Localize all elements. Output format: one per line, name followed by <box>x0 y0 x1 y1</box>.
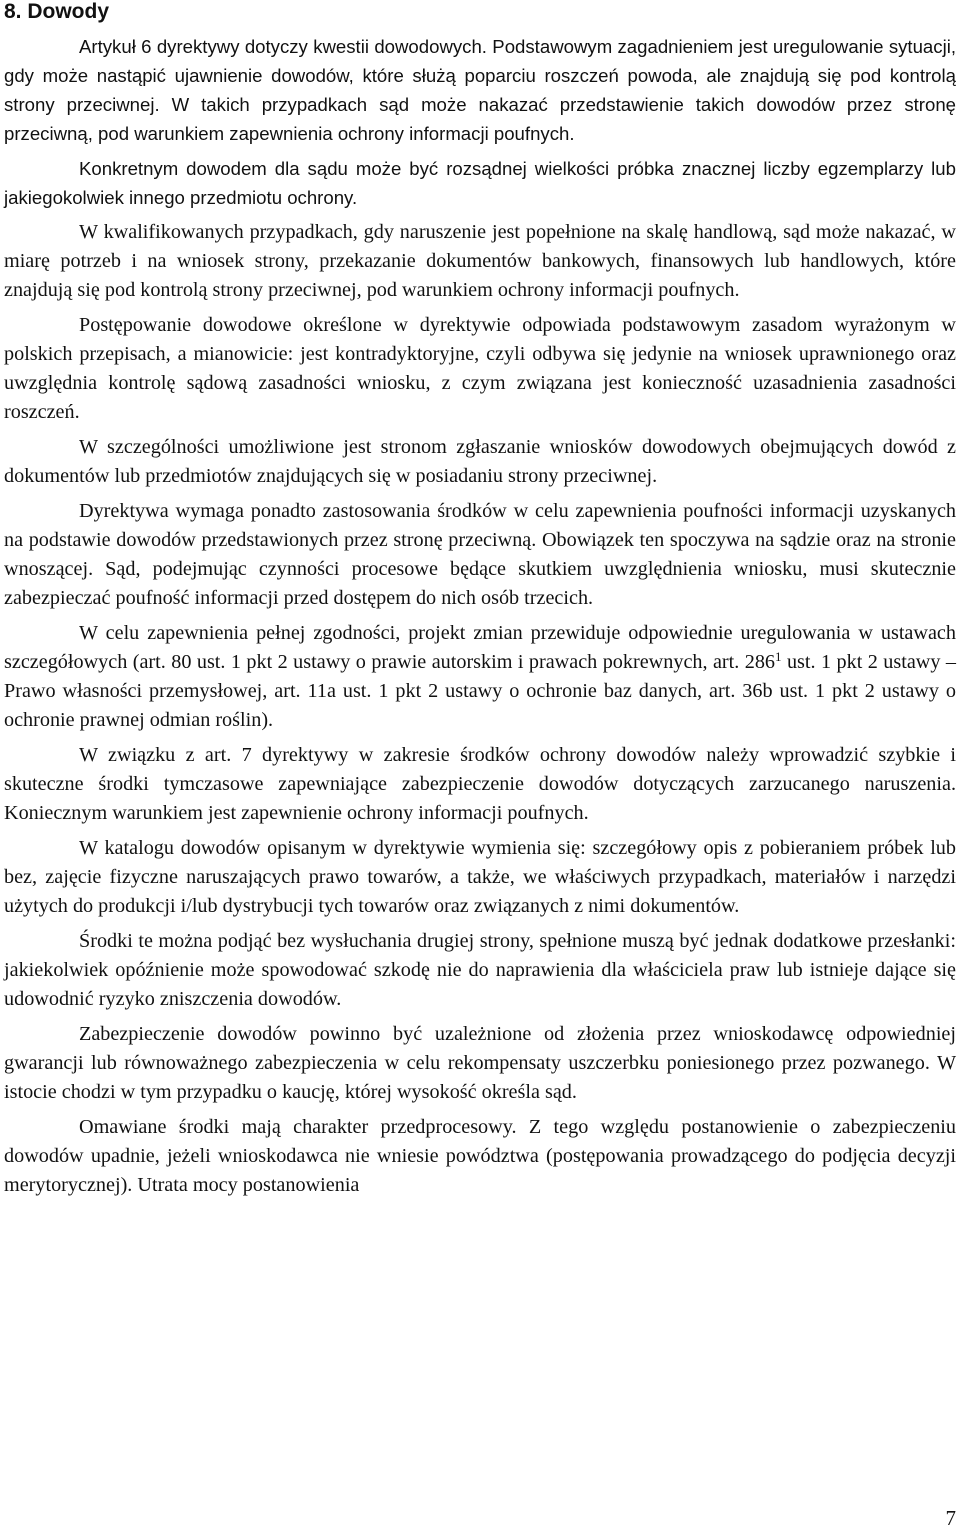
page-number: 7 <box>945 1506 956 1530</box>
paragraph-10: Środki te można podjąć bez wysłuchania drugiej strony, spełnione muszą być jednak dodatkowe przesłanki: jakiekolwiek opóźnienie może spowodować szkodę nie do naprawienia dla właściciela praw lub istnieje dające się udowodnić ryzyko zniszczenia dowodów. <box>4 930 956 1010</box>
paragraph-5: W szczególności umożliwione jest stronom zgłaszanie wniosków dowodowych obejmujących dowód z dokumentów lub przedmiotów znajdujących się w posiadaniu strony przeciwnej. <box>4 436 956 487</box>
paragraph-11: Zabezpieczenie dowodów powinno być uzależnione od złożenia przez wnioskodawcę odpowiedniej gwarancji lub równoważnego zabezpieczenia w celu rekompensaty uszczerbku poniesionego przez pozwanego. W istocie chodzi w tym przypadku o kaucję, której wysokość określa sąd. <box>4 1023 956 1103</box>
paragraph-7-part-1: W celu zapewnienia pełnej zgodności, projekt zmian przewiduje odpowiednie uregulowania w ustawach szczegółowych (art. 80 ust. 1 pkt 2 ustawy o prawie autorskim i prawach pokrewnych, art. 286 <box>4 622 956 673</box>
paragraph-9: W katalogu dowodów opisanym w dyrektywie wymienia się: szczegółowy opis z pobieraniem próbek lub bez, zajęcie fizyczne naruszających prawo towarów, a także, we właściwych przypadkach, materiałów i narzędzi użytych do produkcji i/lub dystrybucji tych towarów oraz związanych z nimi dokumentów. <box>4 837 956 917</box>
document-page <box>4 0 956 1206</box>
body-text <box>4 32 956 1200</box>
superscript: 1 <box>775 649 782 664</box>
paragraph-3: W kwalifikowanych przypadkach, gdy naruszenie jest popełnione na skalę handlową, sąd może nakazać, w miarę potrzeb i na wniosek strony, przekazanie dokumentów bankowych, finansowych lub handlowych, które znajdują się pod kontrolą strony przeciwnej, pod warunkiem ochrony informacji poufnych. <box>4 221 956 301</box>
paragraph-6: Dyrektywa wymaga ponadto zastosowania środków w celu zapewnienia poufności informacji uzyskanych na podstawie dowodów przedstawionych przez stronę przeciwną. Obowiązek ten spoczywa na sądzie oraz na stronie wnoszącej. Sąd, podejmując czynności procesowe będące skutkiem uwzględnienia wniosku, musi skutecznie zabezpieczać poufność informacji przed dostępem do nich osób trzecich. <box>4 500 956 609</box>
paragraph-12: Omawiane środki mają charakter przedprocesowy. Z tego względu postanowienie o zabezpieczeniu dowodów upadnie, jeżeli wnioskodawca nie wniesie powództwa (postępowania prowadzącego do podjęcia decyzji merytorycznej). Utrata mocy postanowienia <box>4 1116 956 1196</box>
paragraph-2: Konkretnym dowodem dla sądu może być rozsądnej wielkości próbka znacznej liczby egzemplarzy lub jakiegokolwiek innego przedmiotu ochrony. <box>4 158 956 208</box>
paragraph-4: Postępowanie dowodowe określone w dyrektywie odpowiada podstawowym zasadom wyrażonym w polskich przepisach, a mianowicie: jest kontradyktoryjne, czyli odbywa się jedynie na wniosek uprawnionego oraz uwzględnia kontrolę sądową zasadności wniosku, z czym związana jest konieczność uzasadnienia zasadności roszczeń. <box>4 314 956 423</box>
paragraph-1: Artykuł 6 dyrektywy dotyczy kwestii dowodowych. Podstawowym zagadnieniem jest uregulowanie sytuacji, gdy może nastąpić ujawnienie dowodów, które służą poparciu roszczeń powoda, ale znajdują się pod kontrolą strony przeciwnej. W takich przypadkach sąd może nakazać przedstawienie takich dowodów przez stronę przeciwną, pod warunkiem zapewnienia ochrony informacji poufnych. <box>4 36 956 144</box>
section-heading: 8. Dowody <box>4 0 110 23</box>
paragraph-7 <box>4 619 956 735</box>
paragraph-7-part-2: ust. 1 pkt 2 ustawy – Prawo własności przemysłowej, art. 11a ust. 1 pkt 2 ustawy o ochronie baz danych, art. 36b ust. 1 pkt 2 ustawy o ochronie prawnej odmian roślin). <box>4 651 957 731</box>
paragraph-8: W związku z art. 7 dyrektywy w zakresie środków ochrony dowodów należy wprowadzić szybkie i skuteczne środki tymczasowe zapewniające zabezpieczenie dowodów dotyczących zarzucanego naruszenia. Koniecznym warunkiem jest zapewnienie ochrony informacji poufnych. <box>4 744 956 824</box>
